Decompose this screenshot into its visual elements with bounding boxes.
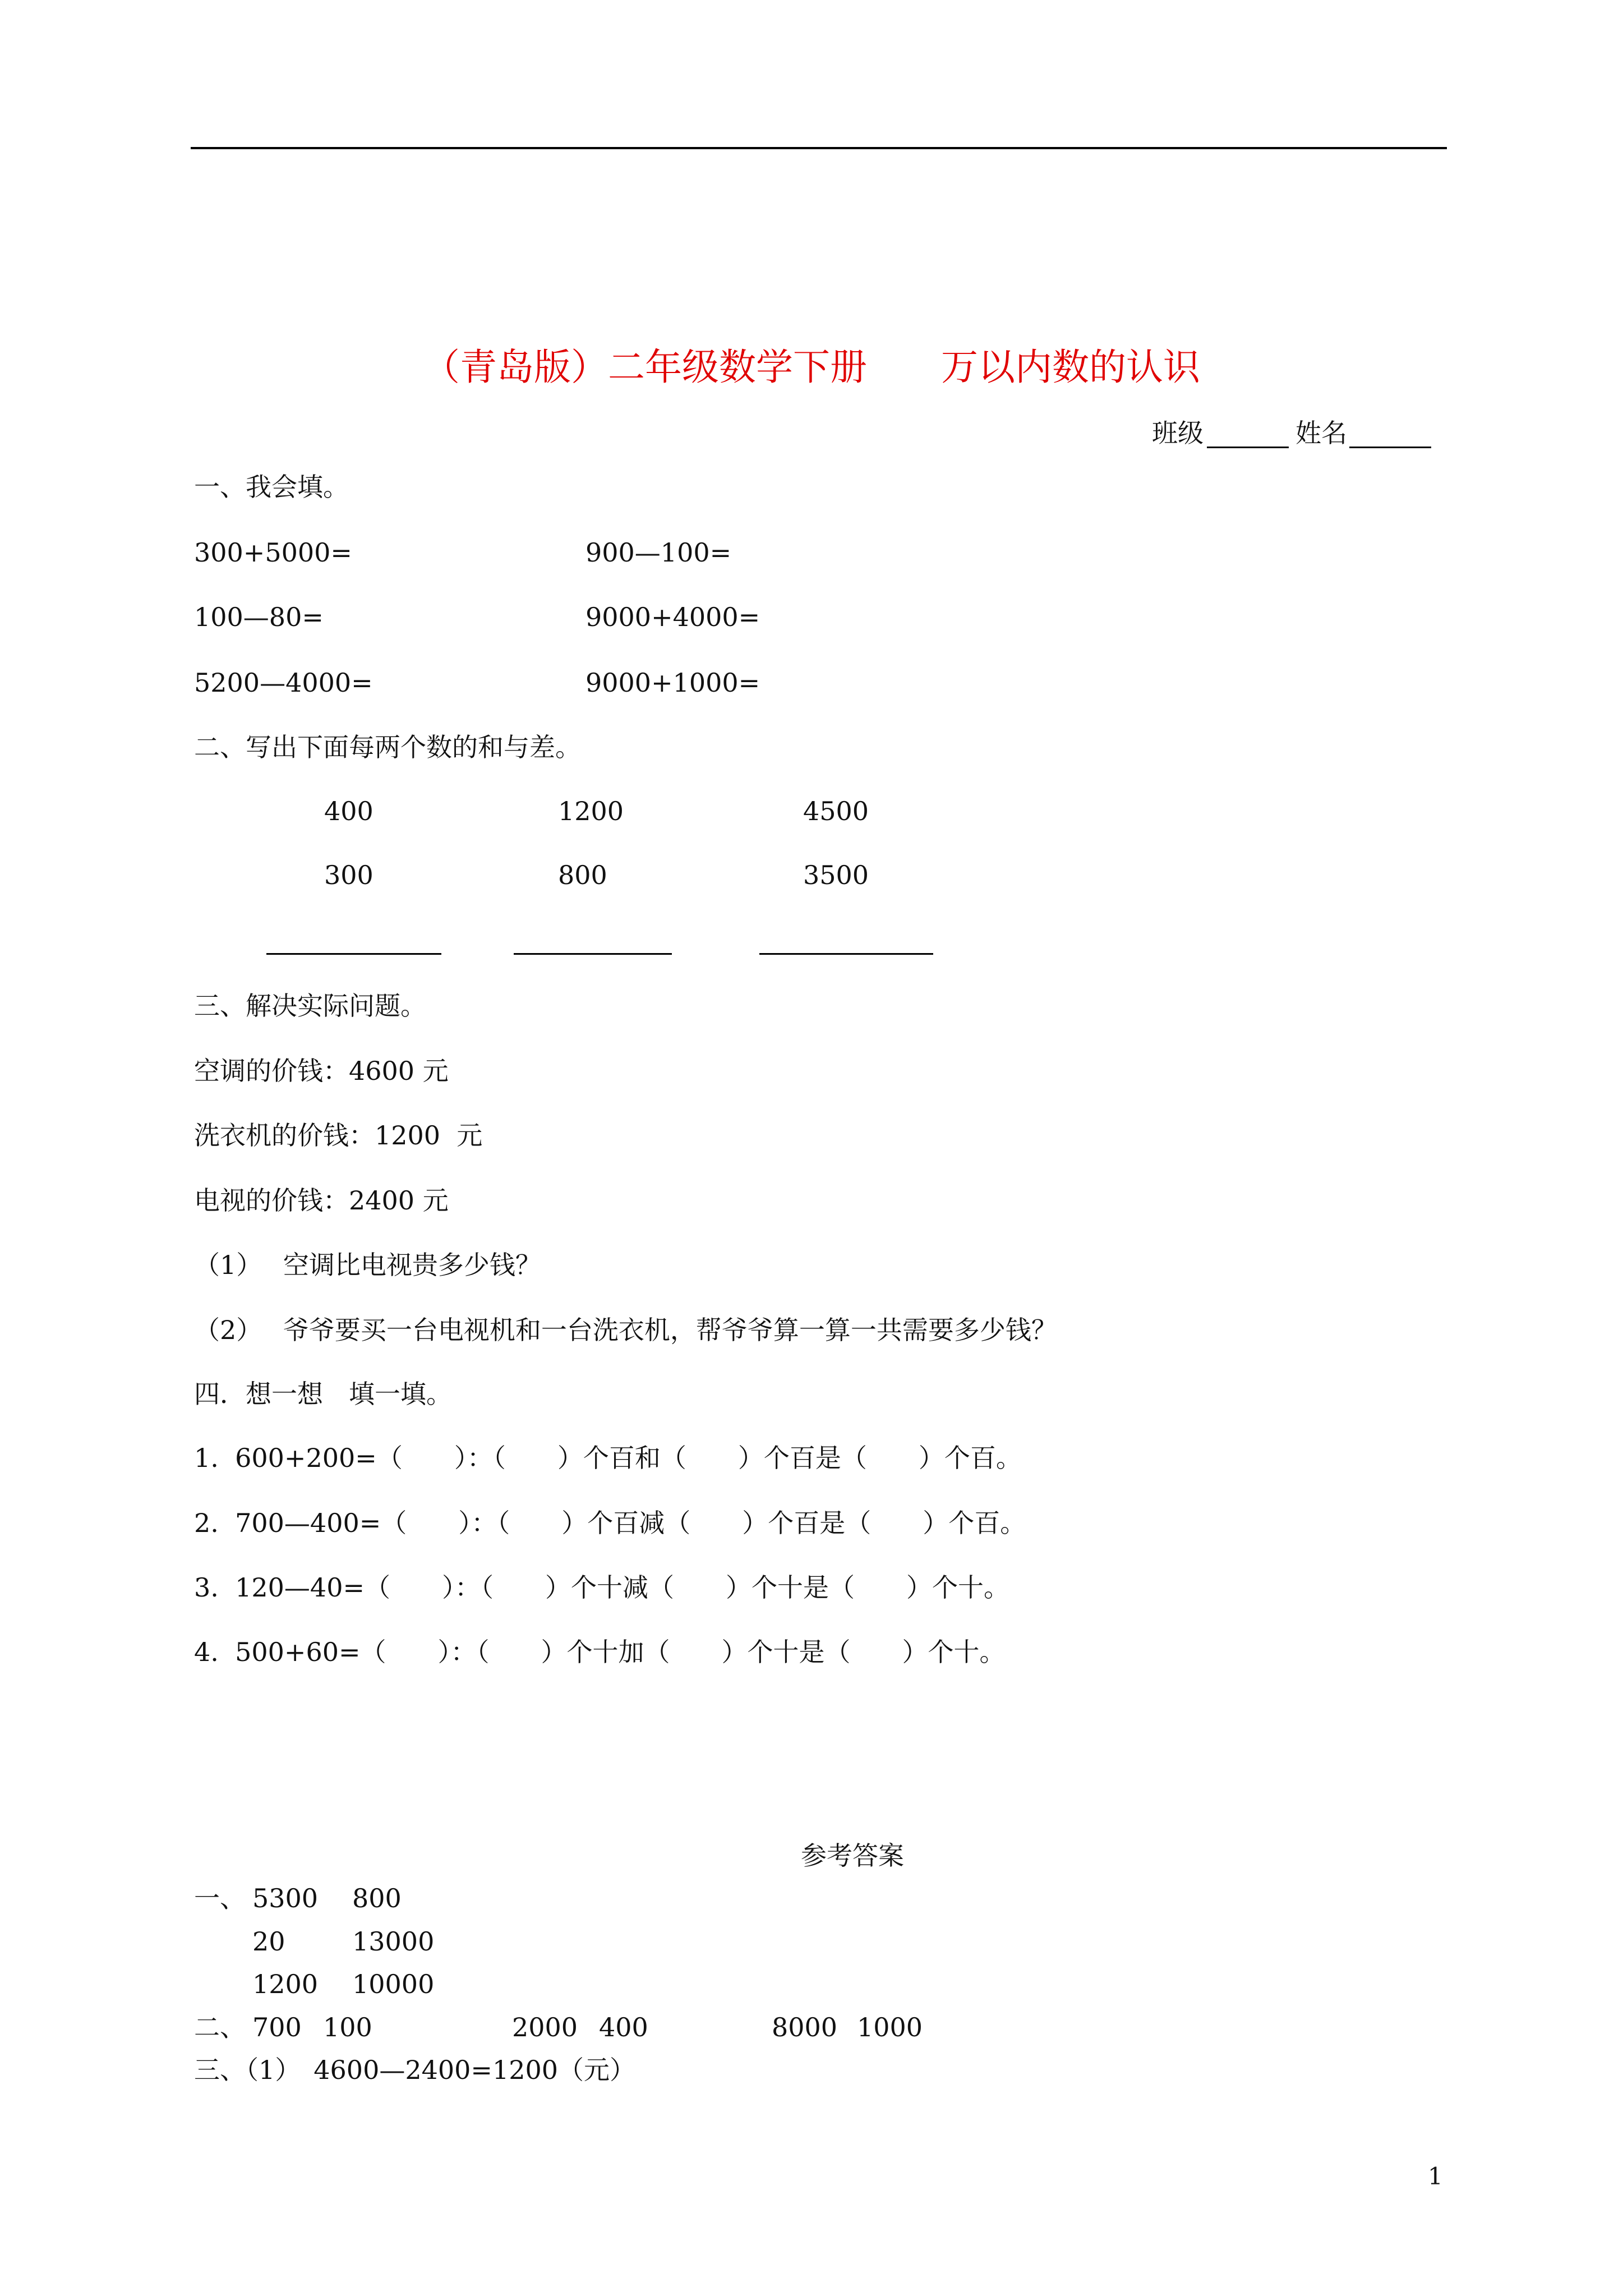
s3-question-2: （2） 爷爷要买一台电视机和一台洗衣机，帮爷爷算一算一共需要多少钱？ [194,1315,1057,1345]
s2-pair2-bottom: 800 [558,860,607,890]
section4-heading: 四．想一想 填一填。 [194,1379,452,1409]
answers-s2-v1: 700 [252,2012,302,2042]
s1-row1-right: 900—100= [585,537,732,568]
class-blank[interactable] [1207,447,1289,448]
s1-row2-right: 9000+4000= [585,602,760,632]
s1-row3-left: 5200—4000= [194,668,373,698]
answers-s3: 三、（1） 4600—2400=1200（元） [194,2055,636,2085]
answers-s1-r2-a: 20 [252,1926,285,1957]
answers-s2-label: 二、 [194,2012,246,2042]
s2-pair3-bottom: 3500 [803,860,869,890]
answers-heading: 参考答案 [801,1841,904,1871]
s2-answer-line-2[interactable] [514,953,672,955]
answers-s1-r3-b: 10000 [352,1969,435,1999]
answers-s2-v6: 1000 [857,2012,923,2042]
s4-item-2: 2. 700—400=（ ）：（ ）个百减（ ）个百是（ ）个百。 [194,1508,1026,1538]
answers-s2-v2: 100 [323,2012,372,2042]
answers-s1-r3-a: 1200 [252,1969,319,1999]
answers-s1-r1-a: 5300 [252,1883,319,1913]
answers-s2-v4: 400 [599,2012,648,2042]
s1-row2-left: 100—80= [194,602,324,632]
s3-fact-tv: 电视的价钱：2400 元 [194,1185,449,1216]
page-number: 1 [1428,2162,1443,2190]
section3-heading: 三、解决实际问题。 [194,991,426,1021]
s1-row3-right: 9000+1000= [585,668,760,698]
s3-fact-washer: 洗衣机的价钱：1200 元 [194,1120,483,1151]
s4-item-1: 1. 600+200=（ ）：（ ）个百和（ ）个百是（ ）个百。 [194,1443,1022,1473]
s1-row1-left: 300+5000= [194,537,352,568]
answers-s1-label: 一、 [194,1883,246,1913]
s2-answer-line-1[interactable] [266,953,441,955]
name-label: 姓名 [1295,418,1347,448]
s2-pair2-top: 1200 [558,796,624,826]
answers-s2-v5: 8000 [772,2012,838,2042]
s4-item-4: 4. 500+60=（ ）：（ ）个十加（ ）个十是（ ）个十。 [194,1637,1006,1667]
s2-pair3-top: 4500 [803,796,869,826]
s3-question-1: （1） 空调比电视贵多少钱？ [194,1250,541,1280]
answers-s1-r1-b: 800 [352,1883,402,1913]
answers-s1-r2-b: 13000 [352,1926,435,1957]
class-label: 班级 [1152,418,1204,448]
s3-fact-ac: 空调的价钱：4600 元 [194,1056,449,1086]
section2-heading: 二、写出下面每两个数的和与差。 [194,732,581,762]
s2-answer-line-3[interactable] [759,953,933,955]
section1-heading: 一、我会填。 [194,472,349,502]
s4-item-3: 3. 120—40=（ ）：（ ）个十减（ ）个十是（ ）个十。 [194,1572,1010,1603]
worksheet-title: （青岛版）二年级数学下册 万以内数的认识 [423,346,1200,389]
answers-s2-v3: 2000 [512,2012,578,2042]
name-blank[interactable] [1349,447,1431,448]
s2-pair1-bottom: 300 [324,860,374,890]
s2-pair1-top: 400 [324,796,374,826]
header-rule [191,147,1447,149]
